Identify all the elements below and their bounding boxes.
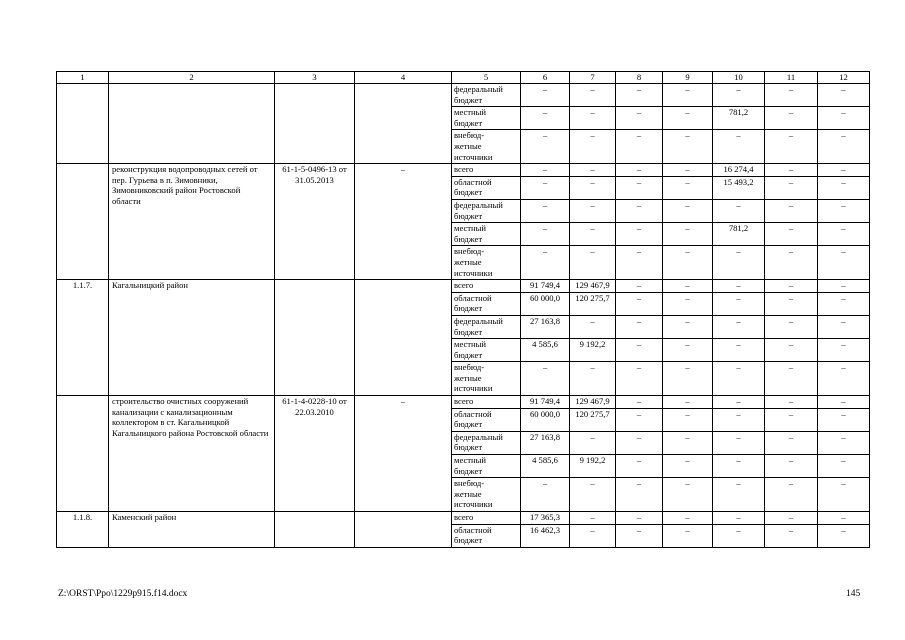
- project-code-cell: 61-1-5-0496-13 от 31.05.2013: [275, 164, 355, 280]
- value-cell: –: [616, 362, 663, 396]
- value-cell: –: [570, 130, 616, 164]
- value-cell: –: [663, 292, 713, 315]
- value-cell: –: [765, 478, 818, 512]
- row-number-cell: [57, 164, 109, 280]
- funding-source-cell: местный бюджет: [452, 339, 521, 362]
- value-cell: –: [713, 292, 765, 315]
- value-cell: –: [570, 199, 616, 222]
- funding-source-cell: внебюд- жетные источники: [452, 478, 521, 512]
- table-row: [57, 280, 870, 293]
- value-cell: –: [818, 524, 870, 547]
- value-cell: 4 585,6: [521, 455, 570, 478]
- value-cell: –: [570, 246, 616, 280]
- value-cell: –: [616, 408, 663, 431]
- value-cell: –: [713, 339, 765, 362]
- value-cell: –: [616, 431, 663, 454]
- value-cell: –: [521, 199, 570, 222]
- data-table: [56, 71, 870, 548]
- funding-source-cell: областной бюджет: [452, 524, 521, 547]
- value-cell: –: [616, 223, 663, 246]
- value-cell: 16 462,3: [521, 524, 570, 547]
- value-cell: –: [818, 431, 870, 454]
- value-cell: –: [616, 478, 663, 512]
- project-code-cell: 61-1-4-0228-10 от 22.03.2010: [275, 396, 355, 512]
- header-cell: 11: [765, 72, 818, 84]
- value-cell: 9 192,2: [570, 455, 616, 478]
- header-cell: 12: [818, 72, 870, 84]
- value-cell: –: [765, 164, 818, 177]
- value-cell: –: [765, 280, 818, 293]
- value-cell: 781,2: [713, 107, 765, 130]
- value-cell: –: [570, 512, 616, 525]
- value-cell: –: [663, 431, 713, 454]
- value-cell: 17 365,3: [521, 512, 570, 525]
- funding-source-cell: внебюд- жетные источники: [452, 246, 521, 280]
- value-cell: –: [616, 396, 663, 409]
- value-cell: –: [663, 223, 713, 246]
- header-cell: 2: [109, 72, 275, 84]
- header-cell: 5: [452, 72, 521, 84]
- value-cell: –: [765, 315, 818, 338]
- funding-source-cell: всего: [452, 164, 521, 177]
- value-cell: –: [713, 478, 765, 512]
- funding-source-cell: внебюд- жетные источники: [452, 362, 521, 396]
- value-cell: 60 000,0: [521, 292, 570, 315]
- value-cell: 9 192,2: [570, 339, 616, 362]
- value-cell: –: [765, 455, 818, 478]
- value-cell: –: [818, 478, 870, 512]
- value-cell: –: [818, 512, 870, 525]
- value-cell: –: [818, 176, 870, 199]
- object-name-cell: строительство очистных сооружений канализации с канализационным коллектором в ст. Кагальницкой Кагальницкого района Ростовской области: [109, 396, 275, 512]
- value-cell: –: [521, 176, 570, 199]
- value-cell: –: [713, 512, 765, 525]
- value-cell: 91 749,4: [521, 280, 570, 293]
- value-cell: –: [818, 107, 870, 130]
- value-cell: –: [616, 455, 663, 478]
- value-cell: 27 163,8: [521, 431, 570, 454]
- value-cell: –: [713, 130, 765, 164]
- funding-source-cell: федеральный бюджет: [452, 431, 521, 454]
- value-cell: –: [570, 176, 616, 199]
- value-cell: 120 275,7: [570, 408, 616, 431]
- value-cell: –: [663, 280, 713, 293]
- funding-source-cell: местный бюджет: [452, 455, 521, 478]
- value-cell: –: [765, 362, 818, 396]
- funding-source-cell: местный бюджет: [452, 107, 521, 130]
- row-number-cell: 1.1.7.: [57, 280, 109, 396]
- value-cell: 120 275,7: [570, 292, 616, 315]
- value-cell: –: [663, 362, 713, 396]
- object-name-cell: Каменский район: [109, 512, 275, 548]
- table-row: [57, 512, 870, 525]
- value-cell: –: [818, 223, 870, 246]
- value-cell: –: [570, 315, 616, 338]
- funding-source-cell: внебюд- жетные источники: [452, 130, 521, 164]
- value-cell: –: [570, 164, 616, 177]
- value-cell: –: [521, 246, 570, 280]
- header-cell: 6: [521, 72, 570, 84]
- project-code-cell: [275, 512, 355, 548]
- value-cell: –: [818, 84, 870, 107]
- header-cell: 7: [570, 72, 616, 84]
- value-cell: –: [713, 280, 765, 293]
- project-code-cell: [275, 84, 355, 164]
- value-cell: –: [713, 362, 765, 396]
- value-cell: –: [616, 176, 663, 199]
- value-cell: –: [663, 84, 713, 107]
- header-cell: 4: [355, 72, 452, 84]
- value-cell: 16 274,4: [713, 164, 765, 177]
- value-cell: –: [765, 431, 818, 454]
- value-cell: –: [616, 292, 663, 315]
- project-code-cell: [275, 280, 355, 396]
- value-cell: –: [765, 223, 818, 246]
- funding-source-cell: областной бюджет: [452, 408, 521, 431]
- funding-source-cell: федеральный бюджет: [452, 315, 521, 338]
- funding-source-cell: всего: [452, 280, 521, 293]
- value-cell: –: [713, 396, 765, 409]
- value-cell: –: [663, 339, 713, 362]
- header-cell: 9: [663, 72, 713, 84]
- funding-source-cell: областной бюджет: [452, 176, 521, 199]
- table-row: [57, 84, 870, 107]
- value-cell: –: [570, 84, 616, 107]
- value-cell: –: [818, 199, 870, 222]
- value-cell: –: [765, 408, 818, 431]
- table-row: [57, 396, 870, 409]
- value-cell: –: [570, 107, 616, 130]
- column4-cell: [355, 280, 452, 396]
- value-cell: –: [765, 84, 818, 107]
- value-cell: –: [616, 130, 663, 164]
- value-cell: –: [713, 408, 765, 431]
- value-cell: –: [713, 455, 765, 478]
- value-cell: –: [663, 315, 713, 338]
- value-cell: 91 749,4: [521, 396, 570, 409]
- funding-source-cell: местный бюджет: [452, 223, 521, 246]
- value-cell: –: [663, 478, 713, 512]
- value-cell: 60 000,0: [521, 408, 570, 431]
- funding-source-cell: всего: [452, 396, 521, 409]
- value-cell: –: [521, 130, 570, 164]
- value-cell: –: [765, 524, 818, 547]
- value-cell: –: [616, 512, 663, 525]
- value-cell: 129 467,9: [570, 396, 616, 409]
- value-cell: –: [521, 362, 570, 396]
- value-cell: –: [713, 246, 765, 280]
- value-cell: –: [713, 199, 765, 222]
- column4-cell: –: [355, 164, 452, 280]
- value-cell: –: [663, 408, 713, 431]
- file-path: Z:\ORST\Ppo\1229p915.f14.docx: [58, 589, 188, 599]
- row-number-cell: [57, 84, 109, 164]
- value-cell: –: [663, 246, 713, 280]
- value-cell: –: [616, 280, 663, 293]
- value-cell: –: [765, 246, 818, 280]
- value-cell: –: [663, 455, 713, 478]
- value-cell: –: [818, 246, 870, 280]
- object-name-cell: реконструкция водопроводных сетей от пер. Гурьева в п. Зимовники, Зимовниковский район Ростовской области: [109, 164, 275, 280]
- value-cell: –: [818, 164, 870, 177]
- value-cell: –: [570, 524, 616, 547]
- value-cell: –: [713, 431, 765, 454]
- value-cell: –: [663, 199, 713, 222]
- value-cell: –: [818, 396, 870, 409]
- value-cell: –: [570, 431, 616, 454]
- column4-cell: [355, 512, 452, 548]
- value-cell: –: [765, 130, 818, 164]
- value-cell: –: [616, 246, 663, 280]
- value-cell: –: [521, 478, 570, 512]
- value-cell: –: [616, 524, 663, 547]
- value-cell: –: [663, 512, 713, 525]
- value-cell: –: [818, 130, 870, 164]
- value-cell: –: [765, 199, 818, 222]
- value-cell: –: [521, 107, 570, 130]
- value-cell: –: [570, 223, 616, 246]
- value-cell: –: [663, 524, 713, 547]
- value-cell: –: [765, 512, 818, 525]
- value-cell: –: [818, 362, 870, 396]
- value-cell: 129 467,9: [570, 280, 616, 293]
- value-cell: –: [663, 396, 713, 409]
- column4-cell: –: [355, 396, 452, 512]
- value-cell: –: [663, 130, 713, 164]
- funding-source-cell: областной бюджет: [452, 292, 521, 315]
- value-cell: –: [616, 84, 663, 107]
- value-cell: –: [818, 292, 870, 315]
- header-cell: 8: [616, 72, 663, 84]
- page-number: 145: [846, 589, 861, 599]
- value-cell: –: [818, 315, 870, 338]
- table-row: [57, 164, 870, 177]
- value-cell: –: [616, 199, 663, 222]
- funding-source-cell: федеральный бюджет: [452, 199, 521, 222]
- value-cell: –: [818, 408, 870, 431]
- value-cell: –: [713, 524, 765, 547]
- value-cell: –: [663, 107, 713, 130]
- row-number-cell: [57, 396, 109, 512]
- value-cell: 27 163,8: [521, 315, 570, 338]
- header-cell: 3: [275, 72, 355, 84]
- funding-source-cell: всего: [452, 512, 521, 525]
- value-cell: –: [765, 396, 818, 409]
- value-cell: –: [765, 176, 818, 199]
- value-cell: –: [521, 223, 570, 246]
- value-cell: –: [570, 362, 616, 396]
- value-cell: –: [616, 107, 663, 130]
- value-cell: –: [616, 164, 663, 177]
- value-cell: –: [663, 164, 713, 177]
- value-cell: –: [663, 176, 713, 199]
- column4-cell: [355, 84, 452, 164]
- value-cell: –: [616, 315, 663, 338]
- header-cell: 1: [57, 72, 109, 84]
- value-cell: 15 493,2: [713, 176, 765, 199]
- header-row: [57, 72, 870, 84]
- object-name-cell: Кагальницкий район: [109, 280, 275, 396]
- funding-source-cell: федеральный бюджет: [452, 84, 521, 107]
- value-cell: –: [521, 84, 570, 107]
- object-name-cell: [109, 84, 275, 164]
- value-cell: –: [818, 280, 870, 293]
- value-cell: –: [818, 339, 870, 362]
- value-cell: 4 585,6: [521, 339, 570, 362]
- row-number-cell: 1.1.8.: [57, 512, 109, 548]
- value-cell: –: [765, 339, 818, 362]
- value-cell: –: [521, 164, 570, 177]
- value-cell: –: [570, 478, 616, 512]
- value-cell: –: [765, 292, 818, 315]
- value-cell: –: [616, 339, 663, 362]
- value-cell: –: [765, 107, 818, 130]
- value-cell: –: [818, 455, 870, 478]
- value-cell: –: [713, 84, 765, 107]
- header-cell: 10: [713, 72, 765, 84]
- value-cell: 781,2: [713, 223, 765, 246]
- value-cell: –: [713, 315, 765, 338]
